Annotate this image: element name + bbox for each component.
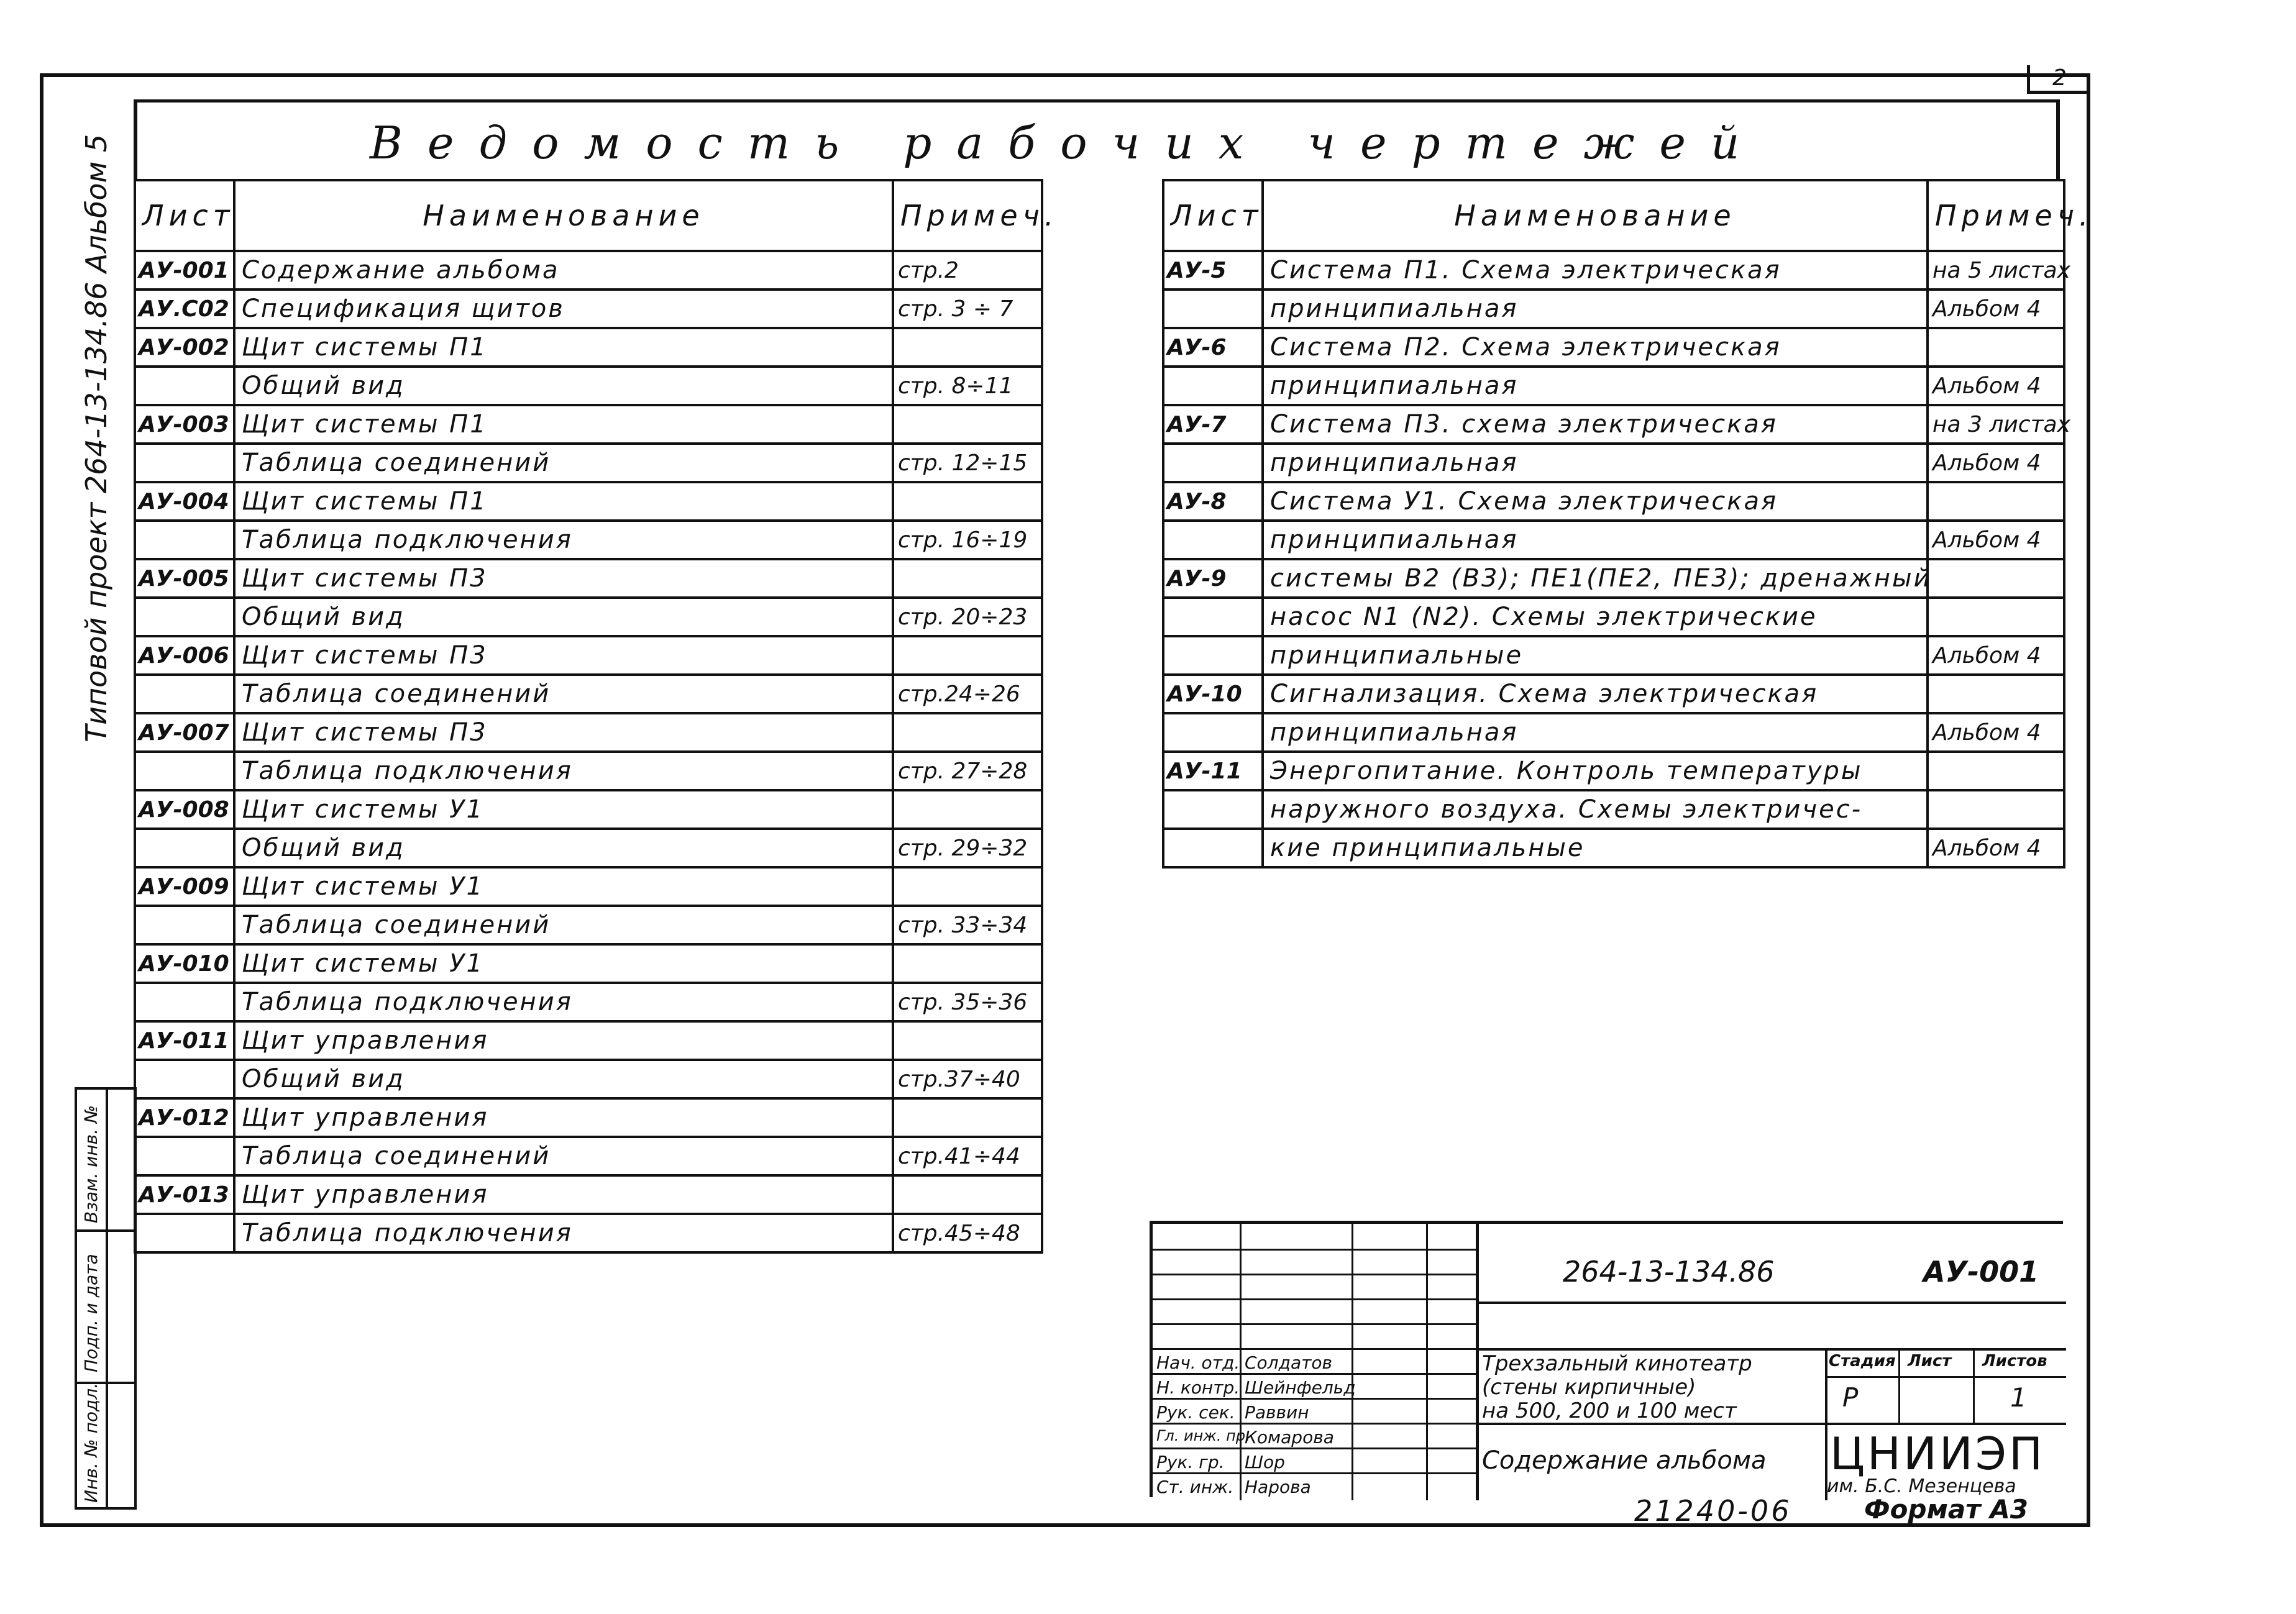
row-code: АУ-013 [135,1175,234,1214]
table-row [135,290,1042,328]
table-row [135,251,1042,290]
org-subtitle: им. Б.С. Мезенцева [1827,1475,2016,1497]
row-code [1163,444,1263,482]
row-note: стр. 8÷11 [893,367,1042,405]
header-name: Наименование [1263,180,1928,251]
row-code [1163,636,1263,675]
row-note: Альбом 4 [1928,829,2064,867]
row-code [135,367,234,405]
row-note [893,944,1042,983]
row-note: на 5 листах [1928,251,2064,290]
row-name: Таблица соединений [234,906,893,944]
row-note [1928,482,2064,521]
row-name: Система У1. Схема электрическая [1263,482,1928,521]
row-note: Альбом 4 [1928,713,2064,752]
row-name: Общий вид [234,367,893,405]
row-note [1928,559,2064,598]
table-header-row [135,180,1042,251]
name-0: Солдатов [1245,1352,1333,1373]
row-note [893,636,1042,675]
row-note: стр. 3 ÷ 7 [893,290,1042,328]
sheets-label: Листов [1982,1352,2047,1370]
sheet-number: 2 [2027,65,2089,94]
table-row [135,521,1042,559]
row-name: Щит системы П1 [234,328,893,367]
table-header-row [1163,180,2064,251]
stamp-label-signature: Подп. и дата [81,1254,101,1372]
row-name: Система П2. Схема электрическая [1263,328,1928,367]
row-code: АУ-010 [135,944,234,983]
row-code: АУ-008 [135,790,234,829]
name-2: Раввин [1245,1402,1309,1423]
page-title: Ведомость рабочих чертежей [370,117,1765,169]
row-code [135,906,234,944]
row-note [893,1098,1042,1137]
row-code: АУ.С02 [135,290,234,328]
row-name: принципиальная [1263,713,1928,752]
header-name: Наименование [234,180,893,251]
table-row [135,752,1042,790]
table-row [1163,559,2064,598]
row-code [135,752,234,790]
table-row [135,328,1042,367]
row-code: АУ-004 [135,482,234,521]
row-name: системы В2 (В3); ПЕ1(ПЕ2, ПЕ3); дренажный [1263,559,1928,598]
header-note: Примеч. [1928,180,2064,251]
inventory-number: 21240-06 [1634,1494,1792,1528]
role-5: Ст. инж. [1156,1477,1234,1497]
table-row [135,944,1042,983]
name-4: Шор [1245,1452,1285,1472]
header-sheet: Лист [135,180,234,251]
row-note [893,482,1042,521]
row-name: Щит управления [234,1175,893,1214]
row-note: стр.2 [893,251,1042,290]
row-note: на 3 листах [1928,405,2064,444]
side-title: Типовой проект 264-13-134.86 Альбом 5 [80,134,113,742]
row-note: стр.24÷26 [893,675,1042,713]
row-code [1163,829,1263,867]
stamp-label-inventory: Инв. № подл. [81,1382,101,1503]
table-row [135,1137,1042,1175]
table-row [1163,598,2064,636]
row-name: Таблица подключения [234,983,893,1021]
row-code: АУ-6 [1163,328,1263,367]
row-name: Общий вид [234,829,893,867]
row-name: Щит системы У1 [234,867,893,906]
row-name: Общий вид [234,598,893,636]
row-note: Альбом 4 [1928,521,2064,559]
row-code [135,1137,234,1175]
row-name: Таблица соединений [234,444,893,482]
row-name: Таблица подключения [234,1214,893,1252]
row-code [1163,790,1263,829]
stamp-label-replaced: Взам. инв. № [81,1105,101,1223]
left-register-table [134,179,1059,1254]
row-name: Таблица подключения [234,521,893,559]
row-name: Щит системы П3 [234,713,893,752]
row-note [893,713,1042,752]
row-note: стр. 16÷19 [893,521,1042,559]
row-code: АУ-009 [135,867,234,906]
row-name: принципиальная [1263,444,1928,482]
table-row [1163,790,2064,829]
sheet-code: АУ-001 [1923,1255,2039,1288]
row-name: принципиальные [1263,636,1928,675]
row-note [893,1175,1042,1214]
row-note [1928,598,2064,636]
row-note: стр.37÷40 [893,1060,1042,1098]
table-row [1163,482,2064,521]
stage-label: Стадия [1829,1352,1896,1370]
row-name: кие принципиальные [1263,829,1928,867]
row-code [135,598,234,636]
table-row [135,482,1042,521]
row-code [135,521,234,559]
table-row [1163,752,2064,790]
table-row [135,1060,1042,1098]
role-1: Н. контр. [1156,1377,1240,1398]
project-name-line-2: (стены кирпичные) [1482,1375,1696,1400]
row-note [1928,790,2064,829]
row-name: принципиальная [1263,367,1928,405]
row-note [893,790,1042,829]
table-row [135,1214,1042,1252]
header-sheet: Лист [1163,180,1263,251]
row-code [1163,367,1263,405]
row-name: Общий вид [234,1060,893,1098]
table-row [135,444,1042,482]
row-code [135,1060,234,1098]
row-note [893,328,1042,367]
row-code: АУ-11 [1163,752,1263,790]
table-row [135,405,1042,444]
row-note [1928,328,2064,367]
table-row [1163,521,2064,559]
row-name: Щит системы П1 [234,482,893,521]
table-row [135,867,1042,906]
paper-format: Формат А3 [1864,1494,2028,1525]
row-code: АУ-003 [135,405,234,444]
row-name: Система П3. схема электрическая [1263,405,1928,444]
drawing-title: Содержание альбома [1482,1446,1767,1475]
row-note: стр. 33÷34 [893,906,1042,944]
project-name-line-3: на 500, 200 и 100 мест [1482,1398,1737,1423]
row-note: Альбом 4 [1928,636,2064,675]
name-5: Нарова [1245,1477,1311,1497]
row-code [135,444,234,482]
table-row [135,1175,1042,1214]
row-code: АУ-5 [1163,251,1263,290]
row-code: АУ-001 [135,251,234,290]
row-name: Щит системы У1 [234,790,893,829]
row-code: АУ-005 [135,559,234,598]
row-code [135,829,234,867]
row-name: Таблица подключения [234,752,893,790]
row-note: Альбом 4 [1928,367,2064,405]
row-name: Щит системы П1 [234,405,893,444]
row-note [1928,752,2064,790]
table-row [135,367,1042,405]
row-note: стр. 12÷15 [893,444,1042,482]
right-register-table [1162,179,2093,869]
row-note: стр.41÷44 [893,1137,1042,1175]
row-code: АУ-10 [1163,675,1263,713]
row-code: АУ-011 [135,1021,234,1060]
stage-value: Р [1842,1382,1859,1413]
table-row [1163,636,2064,675]
table-row [135,906,1042,944]
row-name: Щит системы У1 [234,944,893,983]
row-code [1163,713,1263,752]
role-4: Рук. гр. [1156,1452,1225,1472]
row-code [1163,521,1263,559]
row-name: Спецификация щитов [234,290,893,328]
row-code [1163,290,1263,328]
row-name: Таблица соединений [234,1137,893,1175]
table-row [1163,328,2064,367]
row-note: стр. 20÷23 [893,598,1042,636]
row-note: стр. 27÷28 [893,752,1042,790]
row-name: Таблица соединений [234,675,893,713]
table-row [1163,251,2064,290]
table-row [135,1021,1042,1060]
table-row [135,598,1042,636]
table-row [135,790,1042,829]
row-code [135,675,234,713]
table-row [135,636,1042,675]
row-code: АУ-002 [135,328,234,367]
approval-stamp-column [75,1087,137,1510]
table-row [135,675,1042,713]
row-code: АУ-006 [135,636,234,675]
row-code: АУ-007 [135,713,234,752]
table-row [1163,367,2064,405]
row-code: АУ-012 [135,1098,234,1137]
row-name: Щит системы П3 [234,559,893,598]
row-name: Щит управления [234,1021,893,1060]
row-note [893,405,1042,444]
row-name: принципиальная [1263,290,1928,328]
row-note [893,559,1042,598]
row-note: стр. 29÷32 [893,829,1042,867]
row-note: стр.45÷48 [893,1214,1042,1252]
org-name: ЦНИИЭП [1830,1428,2046,1480]
row-name: насос N1 (N2). Схемы электрические [1263,598,1928,636]
row-name: Система П1. Схема электрическая [1263,251,1928,290]
row-name: Щит управления [234,1098,893,1137]
table-row [135,983,1042,1021]
name-1: Шейнфельд [1245,1377,1356,1398]
doc-code: 264-13-134.86 [1563,1255,1775,1288]
table-row [1163,444,2064,482]
row-code: АУ-9 [1163,559,1263,598]
project-name-line-1: Трехзальный кинотеатр [1482,1351,1752,1376]
header-note: Примеч. [893,180,1042,251]
table-row [1163,829,2064,867]
row-note: стр. 35÷36 [893,983,1042,1021]
row-name: Сигнализация. Схема электрическая [1263,675,1928,713]
row-note: Альбом 4 [1928,444,2064,482]
row-note: Альбом 4 [1928,290,2064,328]
sheets-value: 1 [2010,1382,2027,1413]
row-code: АУ-8 [1163,482,1263,521]
table-row [135,829,1042,867]
table-row [1163,290,2064,328]
table-row [135,713,1042,752]
role-3: Гл. инж. пр. [1156,1427,1250,1444]
row-name: Щит системы П3 [234,636,893,675]
row-name: принципиальная [1263,521,1928,559]
role-0: Нач. отд. [1156,1352,1240,1373]
row-name: Содержание альбома [234,251,893,290]
row-code [1163,598,1263,636]
table-row [1163,405,2064,444]
table-row [135,559,1042,598]
row-name: Энергопитание. Контроль температуры [1263,752,1928,790]
row-name: наружного воздуха. Схемы электричес- [1263,790,1928,829]
table-row [1163,713,2064,752]
table-row [1163,675,2064,713]
row-code [135,983,234,1021]
sheet-label: Лист [1908,1352,1952,1370]
title-block [1150,1221,2063,1497]
row-code [135,1214,234,1252]
row-note [1928,675,2064,713]
row-note [893,1021,1042,1060]
table-row [135,1098,1042,1137]
name-3: Комарова [1245,1427,1334,1448]
row-note [893,867,1042,906]
row-code: АУ-7 [1163,405,1263,444]
role-2: Рук. сек. [1156,1402,1235,1423]
